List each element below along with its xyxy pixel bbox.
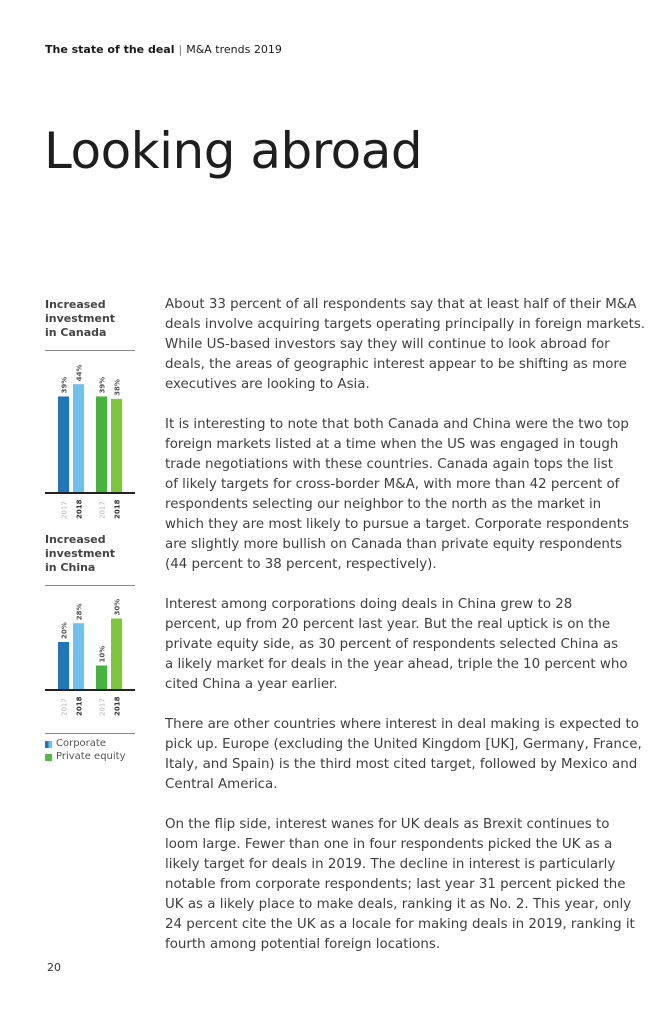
legend-label-private-equity: Private equity <box>56 751 126 762</box>
body-line: Italy, and Spain) is the third most cited target, followed by Mexico and <box>165 757 638 772</box>
china-data-label: 20% <box>60 622 69 639</box>
canada-chart-title-line: in Canada <box>45 326 107 339</box>
body-paragraph <box>165 415 630 575</box>
body-line: UK as a likely place to make deals, ranking it as No. 2. This year, only <box>165 897 632 912</box>
body-line: are slightly more bullish on Canada than private equity respondents <box>165 537 623 552</box>
china-chart-title-line: in China <box>45 561 96 574</box>
header-separator: | <box>178 43 183 56</box>
body-line: It is interesting to note that both Canada and China were the two top <box>165 417 629 432</box>
china-data-label: 28% <box>75 603 84 621</box>
body-line: percent, up from 20 percent last year. But the real uptick is on the <box>165 617 611 632</box>
canada-bar <box>111 399 122 492</box>
china-bar-chart <box>45 586 135 716</box>
china-chart-title-line: investment <box>45 547 116 560</box>
body-line: While US-based investors say they will continue to look abroad for <box>165 337 610 352</box>
china-chart-block <box>45 533 135 716</box>
china-tick-label: 2017 <box>60 698 69 716</box>
body-line: On the flip side, interest wanes for UK deals as Brexit continues to <box>165 817 610 832</box>
body-line: There are other countries where interest in deal making is expected to <box>165 717 639 732</box>
body-line: respondents selecting our neighbor to the north as the market in <box>165 497 602 512</box>
china-tick-label: 2018 <box>113 696 122 716</box>
body-line: private equity side, as 30 percent of respondents selected China as <box>165 637 619 652</box>
canada-bar <box>58 396 69 492</box>
china-chart-title <box>45 533 135 575</box>
legend-label-corporate: Corporate <box>56 738 106 749</box>
canada-bar-chart <box>45 351 135 521</box>
body-paragraph <box>165 295 646 395</box>
body-paragraph <box>165 595 628 695</box>
private-equity-swatch <box>45 754 52 761</box>
body-line: 24 percent cite the UK as a locale for making deals in 2019, ranking it <box>165 917 635 932</box>
canada-chart-block <box>45 298 135 521</box>
body-line: (44 percent to 38 percent, respectively). <box>165 557 437 572</box>
chart-legend <box>45 733 135 763</box>
canada-tick-label: 2018 <box>113 499 122 519</box>
body-line: loom large. Fewer than one in four respondents picked the UK as a <box>165 837 613 852</box>
canada-data-label: 38% <box>113 379 122 396</box>
body-line: About 33 percent of all respondents say that at least half of their M&A <box>165 297 637 312</box>
canada-tick-label: 2017 <box>60 501 69 519</box>
canada-chart-title-line: investment <box>45 312 116 325</box>
body-line: pick up. Europe (excluding the United Kingdom [UK], Germany, France, <box>165 737 642 752</box>
canada-data-label: 39% <box>60 376 69 394</box>
page-title: Looking abroad <box>44 122 423 180</box>
body-paragraph <box>165 815 635 955</box>
legend-rule <box>45 733 135 734</box>
body-line: fourth among potential foreign locations. <box>165 937 441 952</box>
body-line: which they are most likely to pursue a target. Corporate respondents <box>165 517 630 532</box>
china-bar <box>96 666 107 690</box>
legend-item-private-equity <box>45 751 135 763</box>
china-bar <box>111 619 122 690</box>
china-data-label: 30% <box>113 598 122 616</box>
body-line: Central America. <box>165 777 278 792</box>
china-bar <box>73 623 84 689</box>
canada-data-label: 39% <box>98 376 107 394</box>
china-bar <box>58 642 69 689</box>
legend-item-corporate <box>45 738 135 750</box>
china-chart-title-line: Increased <box>45 533 106 546</box>
canada-bar <box>96 396 107 492</box>
body-line: deals involve acquiring targets operating principally in foreign markets. <box>165 317 646 332</box>
canada-tick-label: 2017 <box>98 501 107 519</box>
body-line: trade negotiations with these countries. Canada again tops the list <box>165 457 613 472</box>
body-line: notable from corporate respondents; last year 31 percent picked the <box>165 877 626 892</box>
body-line: deals, the areas of geographic interest appear to be shifting as more <box>165 357 627 372</box>
running-header <box>45 43 282 56</box>
canada-tick-label: 2018 <box>75 499 84 519</box>
body-text <box>165 295 646 975</box>
report-title: The state of the deal <box>45 43 175 56</box>
body-line: likely target for deals in 2019. The decline in interest is particularly <box>165 857 616 872</box>
canada-chart-title <box>45 298 135 340</box>
body-line: Interest among corporations doing deals in China grew to 28 <box>165 597 573 612</box>
china-data-label: 10% <box>98 645 107 663</box>
body-line: a likely market for deals in the year ahead, triple the 10 percent who <box>165 657 628 672</box>
canada-chart-title-line: Increased <box>45 298 106 311</box>
canada-data-label: 44% <box>75 364 84 382</box>
china-tick-label: 2017 <box>98 698 107 716</box>
china-tick-label: 2018 <box>75 696 84 716</box>
body-line: executives are looking to Asia. <box>165 377 370 392</box>
report-subtitle: M&A trends 2019 <box>186 43 282 56</box>
body-line: cited China a year earlier. <box>165 677 338 692</box>
body-line: foreign markets listed at a time when the US was engaged in tough <box>165 437 619 452</box>
body-paragraph <box>165 715 642 795</box>
corporate-swatch <box>45 741 52 748</box>
canada-bar <box>73 384 84 492</box>
body-line: of likely targets for cross-border M&A, with more than 42 percent of <box>165 477 620 492</box>
page-number: 20 <box>47 961 61 974</box>
